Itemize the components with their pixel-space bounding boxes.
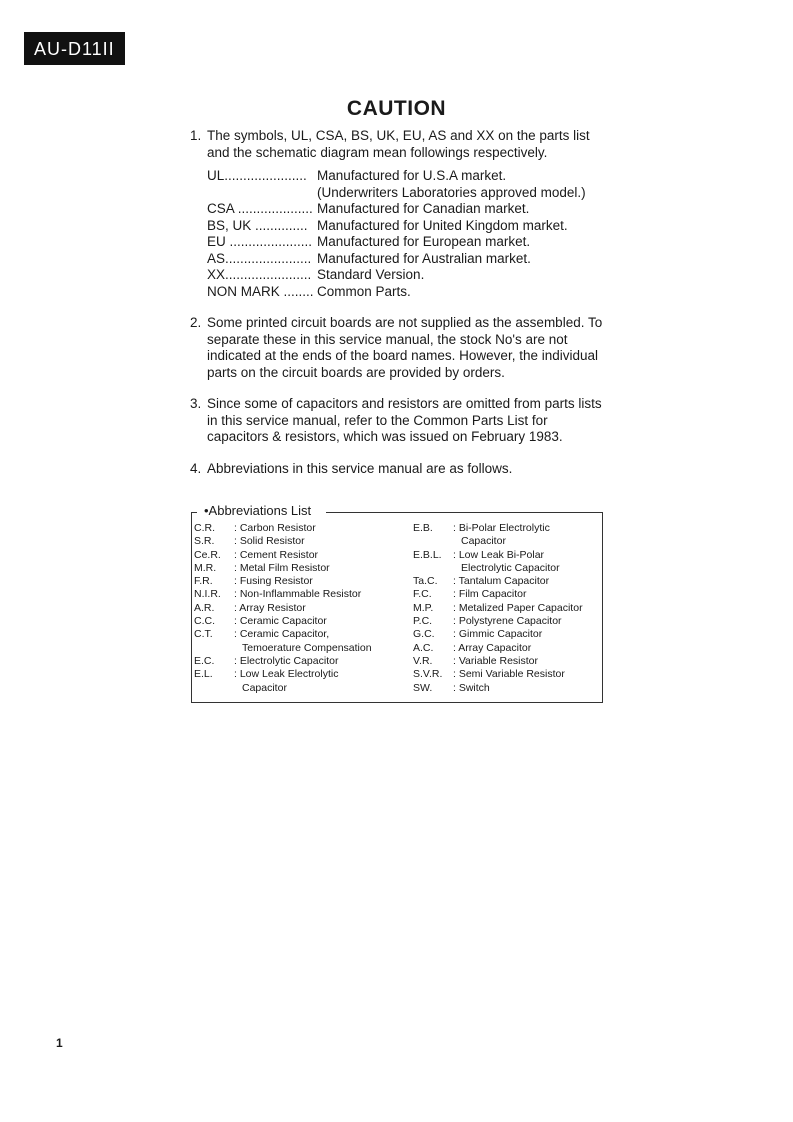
abbreviation-meaning: : Cement Resistor [234,548,319,561]
symbol-key: EU ...................... [207,234,313,249]
page-title: CAUTION [346,97,447,120]
abbreviation-key: F.R. [194,575,213,588]
abbreviation-meaning: : Fusing Resistor [234,575,313,588]
abbreviation-meaning: : Metal Film Resistor [234,561,330,574]
abbreviation-row [194,522,406,535]
abbreviation-meaning-text: : Low Leak Bi-Polar [453,548,545,561]
abbreviation-key: C.T. [194,628,213,641]
box-border-top-right [326,512,603,513]
abbreviation-row [194,535,406,548]
abbreviation-meaning [453,522,601,549]
symbol-row [207,251,610,268]
caution-item-1 [190,128,610,300]
abbreviation-row [413,642,601,655]
abbreviation-row [413,602,601,615]
abbreviation-key: V.R. [413,654,433,667]
abbreviation-meaning: : Film Capacitor [453,588,527,601]
abbreviation-key: E.C. [194,654,215,667]
abbreviation-meaning: : Variable Resistor [453,654,539,667]
symbol-value: Manufactured for Australian market. [317,250,531,266]
abbreviation-meaning: : Polystyrene Capacitor [453,615,562,628]
abbreviation-meaning [453,549,601,576]
abbreviation-meaning: : Semi Variable Resistor [453,668,565,681]
abbreviation-row [413,615,601,628]
symbol-value: Common Parts. [317,283,411,299]
abbreviation-meaning: : Gimmic Capacitor [453,628,543,641]
symbol-row [207,218,610,235]
item-text: Some printed circuit boards are not supplied as the assembled. To separate these in this service manual, the stock No's are not indicated at the ends of the board names. However, the individual parts on the circuit boards are provided by orders. [207,315,603,380]
abbreviation-row [194,575,406,588]
abbreviation-row [194,628,406,655]
abbreviation-meaning: : Array Capacitor [453,641,532,654]
item-number: 2. [190,315,202,330]
symbol-row [207,201,610,218]
abbreviation-meaning [234,628,406,655]
abbreviation-key: M.P. [413,601,434,614]
abbreviation-meaning: : Electrolytic Capacitor [234,654,339,667]
abbreviations-left-column [194,522,406,695]
symbol-key: BS, UK .............. [207,217,308,233]
symbol-key: UL...................... [207,168,307,183]
symbol-value: Manufactured for European market. [317,234,531,249]
abbreviation-meaning: : Carbon Resistor [234,522,316,534]
symbol-value: Manufactured for United Kingdom market. [317,217,568,233]
abbreviation-meaning: : Metalized Paper Capacitor [453,601,583,614]
item-number: 3. [190,396,202,411]
abbreviation-row [413,655,601,668]
item-number: 1. [190,128,202,143]
abbreviation-row [413,668,601,681]
abbreviation-row [194,588,406,601]
abbreviation-key: E.B. [413,522,433,534]
abbreviation-meaning: : Non-Inflammable Resistor [234,588,362,601]
abbreviation-row [194,668,406,695]
abbreviation-key: S.R. [194,535,215,548]
caution-list [190,128,610,492]
abbreviation-row [194,562,406,575]
symbol-value: Standard Version. [317,267,425,282]
abbreviation-key: C.R. [194,522,215,534]
abbreviations-box [191,503,603,703]
abbreviation-row [413,522,601,549]
abbreviation-key: Ta.C. [413,575,438,588]
symbol-value-continued: (Underwriters Laboratories approved model.) [317,184,586,200]
item-text: Since some of capacitors and resistors are omitted from parts lists in this service manual, refer to the Common Parts List for capacitors & resistors, which was issued on February 1983. [207,396,602,444]
abbreviations-title: •Abbreviations List [201,503,314,519]
abbreviation-row [413,682,601,695]
abbreviation-row [413,575,601,588]
item-text: The symbols, UL, CSA, BS, UK, EU, AS and XX on the parts list and the schematic diagram mean followings respectively. [207,128,590,160]
abbreviation-meaning: : Solid Resistor [234,535,305,548]
symbol-key: CSA .................... [207,201,313,216]
symbol-key: AS....................... [207,250,312,266]
abbreviation-key: E.L. [194,668,213,681]
symbol-row [207,284,610,301]
abbreviation-key: G.C. [413,628,435,641]
abbreviation-key: M.R. [194,561,217,574]
symbol-key: NON MARK ........ [207,283,314,299]
symbol-key: XX....................... [207,267,312,282]
model-label: AU-D11II [24,32,125,65]
symbol-row [207,168,610,185]
abbreviation-meaning-continued: Electrolytic Capacitor [461,561,560,574]
abbreviation-key: Ce.R. [194,548,221,561]
item-text: Abbreviations in this service manual are as follows. [207,460,513,476]
abbreviation-row [194,602,406,615]
abbreviation-key: P.C. [413,615,433,628]
abbreviation-row [413,628,601,641]
abbreviation-key: C.C. [194,615,215,628]
abbreviation-meaning: : Ceramic Capacitor [234,615,327,628]
abbreviation-row [194,549,406,562]
abbreviation-key: F.C. [413,588,432,601]
caution-item-2 [190,315,610,381]
abbreviation-key: N.I.R. [194,588,221,601]
abbreviation-key: A.R. [194,601,215,614]
box-border-top-left [191,512,197,513]
abbreviation-meaning: : Switch [453,681,490,694]
page-number: 1 [56,1036,63,1050]
symbol-list [207,168,610,300]
abbreviation-row [413,549,601,576]
abbreviation-meaning [234,668,406,695]
abbreviation-meaning-text: : Ceramic Capacitor, [234,628,330,641]
abbreviation-meaning-text: : Bi-Polar Electrolytic [453,522,550,534]
abbreviation-meaning-text: : Low Leak Electrolytic [234,668,339,681]
abbreviation-meaning-continued: Temoerature Compensation [242,641,372,654]
item-number: 4. [190,460,202,476]
abbreviation-meaning: : Tantalum Capacitor [453,575,550,588]
symbol-row [207,267,610,284]
abbreviation-key: S.V.R. [413,668,443,681]
abbreviation-key: E.B.L. [413,548,442,561]
abbreviation-row [413,588,601,601]
caution-item-3 [190,396,610,446]
abbreviation-row [194,615,406,628]
symbol-row [207,234,610,251]
abbreviations-right-column [413,522,601,695]
abbreviation-meaning-continued: Capacitor [242,681,287,694]
abbreviation-row [194,655,406,668]
abbreviation-meaning: : Array Resistor [234,601,306,614]
caution-item-4 [190,461,610,478]
abbreviation-meaning-continued: Capacitor [461,535,506,548]
abbreviation-key: SW. [413,681,433,694]
symbol-value: Manufactured for U.S.A market. [317,168,507,183]
symbol-value: Manufactured for Canadian market. [317,201,530,216]
abbreviation-key: A.C. [413,641,434,654]
